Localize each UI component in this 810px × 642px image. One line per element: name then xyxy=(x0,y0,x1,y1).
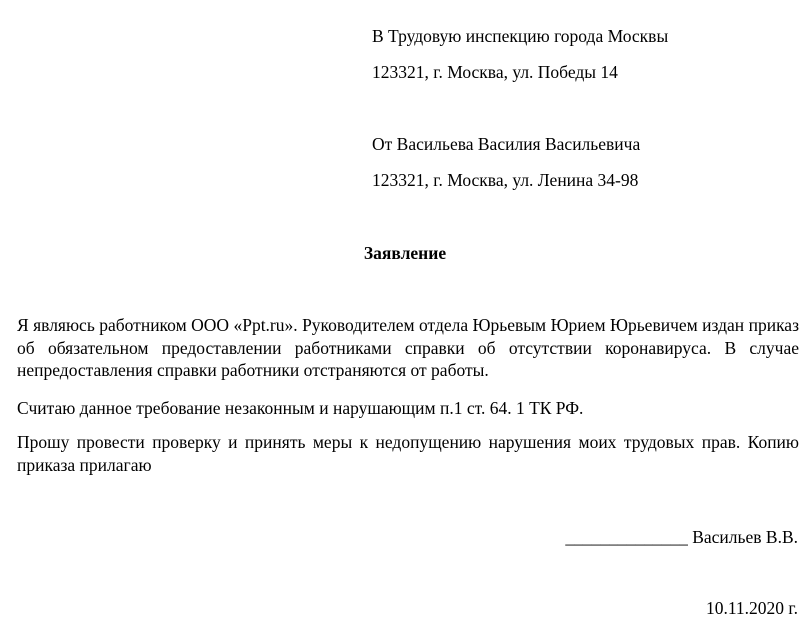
document-date: 10.11.2020 г. xyxy=(705,598,798,618)
signature-block xyxy=(565,527,798,548)
signature-name: Васильев В.В. xyxy=(692,527,798,547)
body-paragraph-1: Я являюсь работником ООО «Ppt.ru». Руководителем отдела Юрьевым Юрием Юрьевичем издан приказ об обязательном предоставлении работниками справки об отсутствии коронавируса. В случае непредоставления справки работники отстраняются от работы. xyxy=(17,315,799,380)
sender-address: 123321, г. Москва, ул. Ленина 34-98 xyxy=(372,170,639,190)
body-paragraph-2: Считаю данное требование незаконным и нарушающим п.1 ст. 64. 1 ТК РФ. xyxy=(17,398,584,418)
recipient-address: 123321, г. Москва, ул. Победы 14 xyxy=(372,62,618,82)
recipient: В Трудовую инспекцию города Москвы xyxy=(372,26,669,46)
document-title: Заявление xyxy=(363,243,447,263)
body-paragraph-3: Прошу провести проверку и принять меры к недопущению нарушения моих трудовых прав. Копию приказа прилагаю xyxy=(17,432,799,475)
sender: От Васильева Василия Васильевича xyxy=(372,134,641,154)
signature-line: ______________ xyxy=(565,527,688,547)
